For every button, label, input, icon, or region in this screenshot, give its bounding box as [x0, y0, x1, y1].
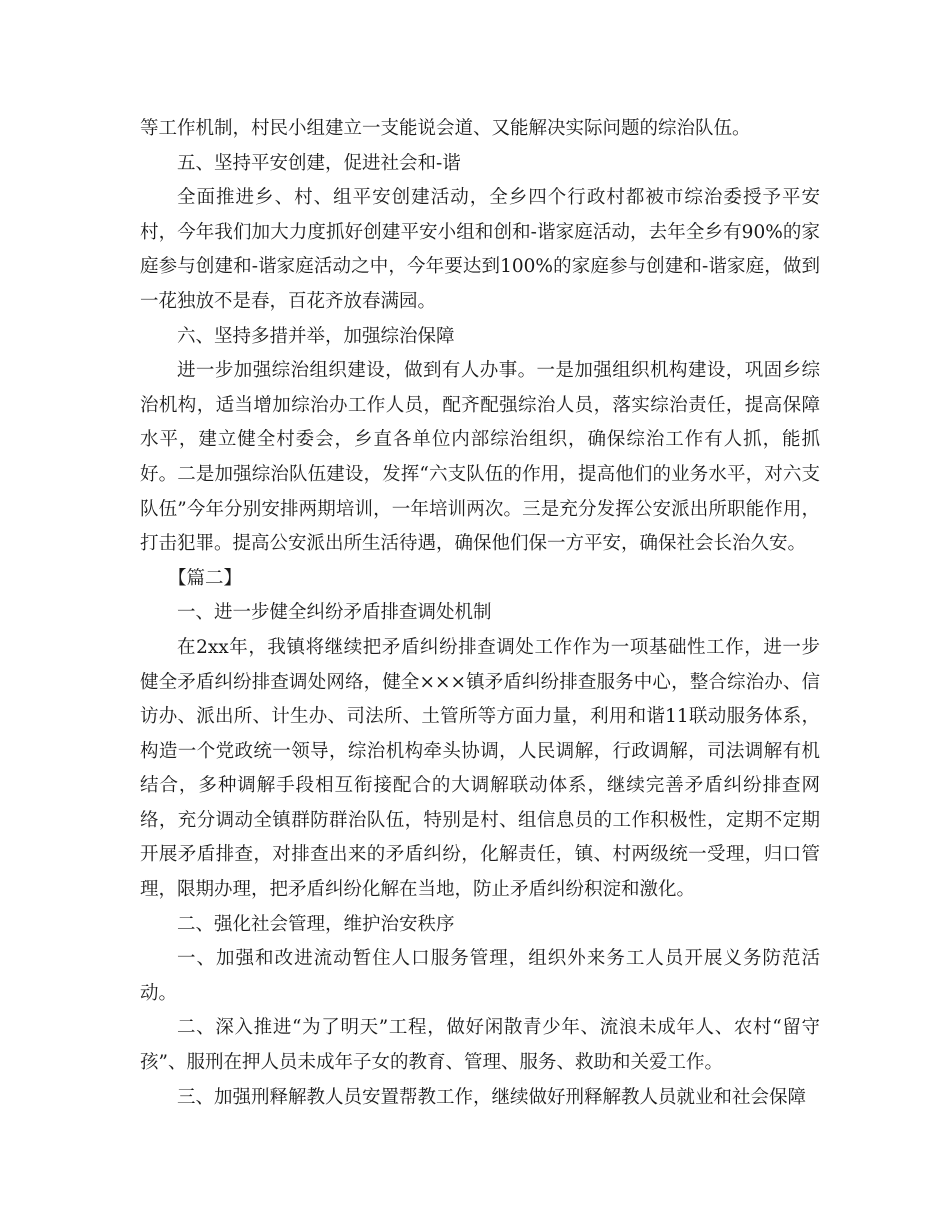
section-heading-one: 一、进一步健全纠纷矛盾排查调处机制: [177, 602, 492, 624]
section-heading-two: 二、强化社会管理，维护治安秩序: [177, 913, 455, 935]
paragraph-item-two: 二、深入推进“为了明天”工程，做好闲散青少年、流浪未成年人、农村“留守孩”、服刑在押人员未成年子女的教育、管理、服务、救助和关爱工作。: [140, 1017, 820, 1074]
part-two-marker: 【篇二】: [168, 567, 243, 589]
paragraph-safety-creation: 全面推进乡、村、组平安创建活动，全乡四个行政村都被市综治委授予平安村，今年我们加大力度抓好创建平安小组和创和-谐家庭活动，去年全乡有90%的家庭参与创建和-谐家庭活动之中，今年要达到100%的家庭参与创建和-谐家庭，做到一花独放不是春，百花齐放春满园。: [140, 187, 820, 312]
section-heading-five: 五、坚持平安创建，促进社会和-谐: [177, 152, 461, 174]
paragraph-item-one: 一、加强和改进流动暂住人口服务管理，组织外来务工人员开展义务防范活动。: [140, 948, 820, 1004]
document-page: [140, 112, 820, 1115]
paragraph-item-three: 三、加强刑释解教人员安置帮教工作，继续做好刑释解教人员就业和社会保障: [177, 1086, 807, 1108]
section-heading-six: 六、坚持多措并举，加强综治保障: [177, 325, 455, 347]
paragraph-dispute-mechanism: 在2xx年，我镇将继续把矛盾纠纷排查调处工作作为一项基础性工作，进一步健全矛盾纠纷排查调处网络，健全×××镇矛盾纠纷排查服务中心，整合综治办、信访办、派出所、计生办、司法所、土管所等方面力量，利用和谐11联动服务体系，构造一个党政统一领导，综治机构牵头协调，人民调解，行政调解，司法调解有机结合，多种调解手段相互衔接配合的大调解联动体系，继续完善矛盾纠纷排查网络，充分调动全镇群防群治队伍，特别是村、组信息员的工作积极性，定期不定期开展矛盾排查，对排查出来的矛盾纠纷，化解责任，镇、村两级统一受理，归口管理，限期办理，把矛盾纠纷化解在当地，防止矛盾纠纷积淀和激化。: [140, 636, 820, 901]
paragraph-security-guarantee: 进一步加强综治组织建设，做到有人办事。一是加强组织机构建设，巩固乡综治机构，适当增加综治办工作人员，配齐配强综治人员，落实综治责任，提高保障水平，建立健全村委会，乡直各单位内部综治组织，确保综治工作有人抓，能抓好。二是加强综治队伍建设，发挥“六支队伍的作用，提高他们的业务水平，对六支队伍”今年分别安排两期培训，一年培训两次。三是充分发挥公安派出所职能作用，打击犯罪。提高公安派出所生活待遇，确保他们保一方平安，确保社会长治久安。: [140, 360, 820, 555]
paragraph-continuation: 等工作机制，村民小组建立一支能说会道、又能解决实际问题的综治队伍。: [140, 118, 751, 139]
